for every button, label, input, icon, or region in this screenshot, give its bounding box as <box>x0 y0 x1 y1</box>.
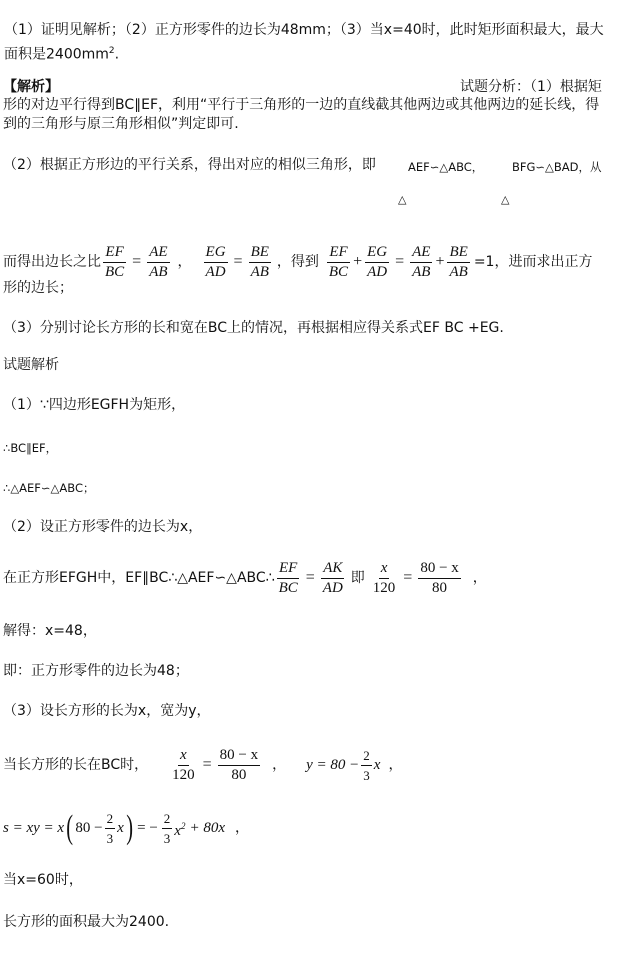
equals-sign: = <box>395 253 405 270</box>
frac-den: 80 <box>231 766 247 783</box>
frac-num: 2 <box>105 810 116 829</box>
frac-num: EF <box>277 560 299 579</box>
frac-be-ab <box>447 244 469 281</box>
frac-den: BC <box>278 579 298 596</box>
solution-s3-area-line <box>3 806 249 850</box>
frac-den: AB <box>250 263 269 280</box>
ratio-eq-one: =1，进而求出正方 <box>473 254 593 270</box>
analysis-p2-sim1: AEF∽△ABC， <box>408 160 484 174</box>
frac-ae-ab <box>147 244 169 281</box>
frac-80mx-80 <box>218 747 260 784</box>
rhs-tail: + 80x <box>189 820 225 836</box>
frac-den: AD <box>367 263 388 280</box>
rhs-neg: = − <box>137 820 158 836</box>
s-equation: s = xy = x <box>3 820 65 836</box>
frac-80mx-80 <box>418 560 460 597</box>
solution-s2-solve: 解得：x=48， <box>3 623 97 639</box>
var-x: x <box>117 820 124 836</box>
ratio-sep: ， <box>177 254 192 270</box>
analysis-ratio-line <box>3 242 592 282</box>
solution-heading: 试题解析 <box>3 357 59 373</box>
analysis-p2-text: （2）根据正方形边的平行关系，得出对应的相似三角形，即 <box>3 157 376 173</box>
frac-num: EF <box>327 244 349 263</box>
frac-num: AE <box>410 244 432 263</box>
s2-end: ， <box>472 570 487 586</box>
frac-den: 120 <box>372 579 396 596</box>
frac-eg-ad <box>204 244 228 281</box>
frac-num: EG <box>365 244 389 263</box>
equals-sign: = <box>132 253 142 270</box>
solution-s1: （1）∵四边形EGFH为矩形， <box>3 397 186 413</box>
triangle-mark-1: △ <box>398 193 407 206</box>
plus-sign: + <box>435 253 445 270</box>
equals-sign: = <box>233 253 243 270</box>
frac-den: AD <box>322 579 343 596</box>
right-paren: ) <box>126 809 133 846</box>
s3-comma-3: ， <box>234 820 249 836</box>
answer-line-2 <box>4 42 119 64</box>
analysis-p2-sim2: BFG∽△BAD，从 <box>512 160 602 174</box>
frac-num: AE <box>147 244 169 263</box>
frac-num: AK <box>321 560 344 579</box>
analysis-p2-end: 形的边长； <box>3 280 73 296</box>
left-paren: ( <box>66 809 74 846</box>
solution-s2-ratio-line <box>3 557 487 599</box>
frac-2-3 <box>162 810 173 847</box>
frac-num: 2 <box>361 747 372 766</box>
frac-ef-bc <box>277 560 300 597</box>
equals-sign: = <box>202 756 212 773</box>
s3-comma-2: ， <box>388 757 403 773</box>
frac-num: 80 − x <box>418 560 460 579</box>
solution-s2: （2）设正方形零件的边长为x， <box>3 519 203 535</box>
frac-x-120 <box>371 560 398 597</box>
var-x: x <box>373 757 381 773</box>
frac-den: 3 <box>363 767 370 783</box>
solution-s1b: ∴△AEF∽△ABC； <box>3 481 95 495</box>
y-equation: y = 80 − <box>306 757 360 773</box>
frac-den: BC <box>105 263 125 280</box>
analysis-intro: 试题分析：（1）根据矩 <box>460 79 602 95</box>
s3-lead: 当长方形的长在BC时， <box>3 757 149 773</box>
ratio-get: ，得到 <box>276 254 319 270</box>
frac-den: 80 <box>432 579 448 596</box>
frac-den: AB <box>449 263 468 280</box>
frac-num: BE <box>447 244 469 263</box>
frac-num: 2 <box>162 810 173 829</box>
frac-den: BC <box>328 263 349 280</box>
analysis-p1-line2: 形的对边平行得到BC∥EF，利用“平行于三角形的一边的直线截其他两边或其他两边的延长线，得 <box>3 97 600 113</box>
frac-den: 3 <box>163 830 171 846</box>
inner-80: 80 − <box>75 820 103 836</box>
frac-den: 3 <box>106 830 114 846</box>
equals-sign: = <box>403 569 413 586</box>
solution-s3: （3）设长方形的长为x，宽为y， <box>3 703 211 719</box>
frac-den: AB <box>149 263 168 280</box>
frac-ak-ad <box>321 560 345 597</box>
frac-ef-bc <box>103 244 126 281</box>
frac-ae-ab <box>410 244 432 281</box>
frac-num: BE <box>249 244 271 263</box>
frac-den: 120 <box>172 766 195 783</box>
analysis-p1-line3: 到的三角形与原三角形相似”判定即可. <box>3 116 239 132</box>
triangle-mark-2: △ <box>501 193 510 206</box>
analysis-p3-text: （3）分别讨论长方形的长和宽在BC上的情况，再根据相应得关系式EF BC +EG. <box>3 320 504 336</box>
s2-lead: 在正方形EFGH中，EF∥BC∴△AEF∽△ABC∴ <box>3 570 275 586</box>
var-x-squared <box>174 817 185 840</box>
ratio-lead: 而得出边长之比 <box>3 254 101 270</box>
frac-den: AB <box>412 263 431 280</box>
s2-mid: 即 <box>350 570 365 586</box>
solution-s3-ratio-line <box>3 744 402 786</box>
frac-num: 80 − x <box>218 747 260 766</box>
analysis-heading: 【解析】 <box>3 79 59 95</box>
solution-s3-when: 当x=60时， <box>3 872 83 888</box>
frac-2-3 <box>105 810 116 847</box>
x-exponent: 2 <box>180 820 186 831</box>
frac-eg-ad <box>365 244 389 281</box>
plus-sign: + <box>353 253 363 270</box>
answer-area-text: 面积是2400mm <box>4 46 109 63</box>
s3-comma-1: ， <box>272 757 287 773</box>
frac-den: AD <box>205 263 226 280</box>
solution-s3-answer: 长方形的面积最大为2400. <box>3 914 170 930</box>
answer-period: . <box>114 46 120 63</box>
frac-x-120 <box>170 747 197 784</box>
frac-ef-bc <box>327 244 350 281</box>
answer-line-1: （1）证明见解析；（2）正方形零件的边长为48mm；（3）当x=40时，此时矩形面积最大，最大 <box>4 22 604 38</box>
frac-num: EF <box>103 244 125 263</box>
equals-sign: = <box>305 569 315 586</box>
solution-s2-answer: 即：正方形零件的边长为48； <box>3 663 189 679</box>
answer-area-exp: 2 <box>108 46 115 56</box>
frac-num: x <box>379 560 390 579</box>
solution-s1a: ∴BC∥EF， <box>3 441 58 455</box>
frac-be-ab <box>249 244 271 281</box>
frac-2-3 <box>361 747 372 784</box>
frac-num: EG <box>204 244 228 263</box>
x-base: x <box>174 822 181 839</box>
frac-num: x <box>178 747 189 766</box>
